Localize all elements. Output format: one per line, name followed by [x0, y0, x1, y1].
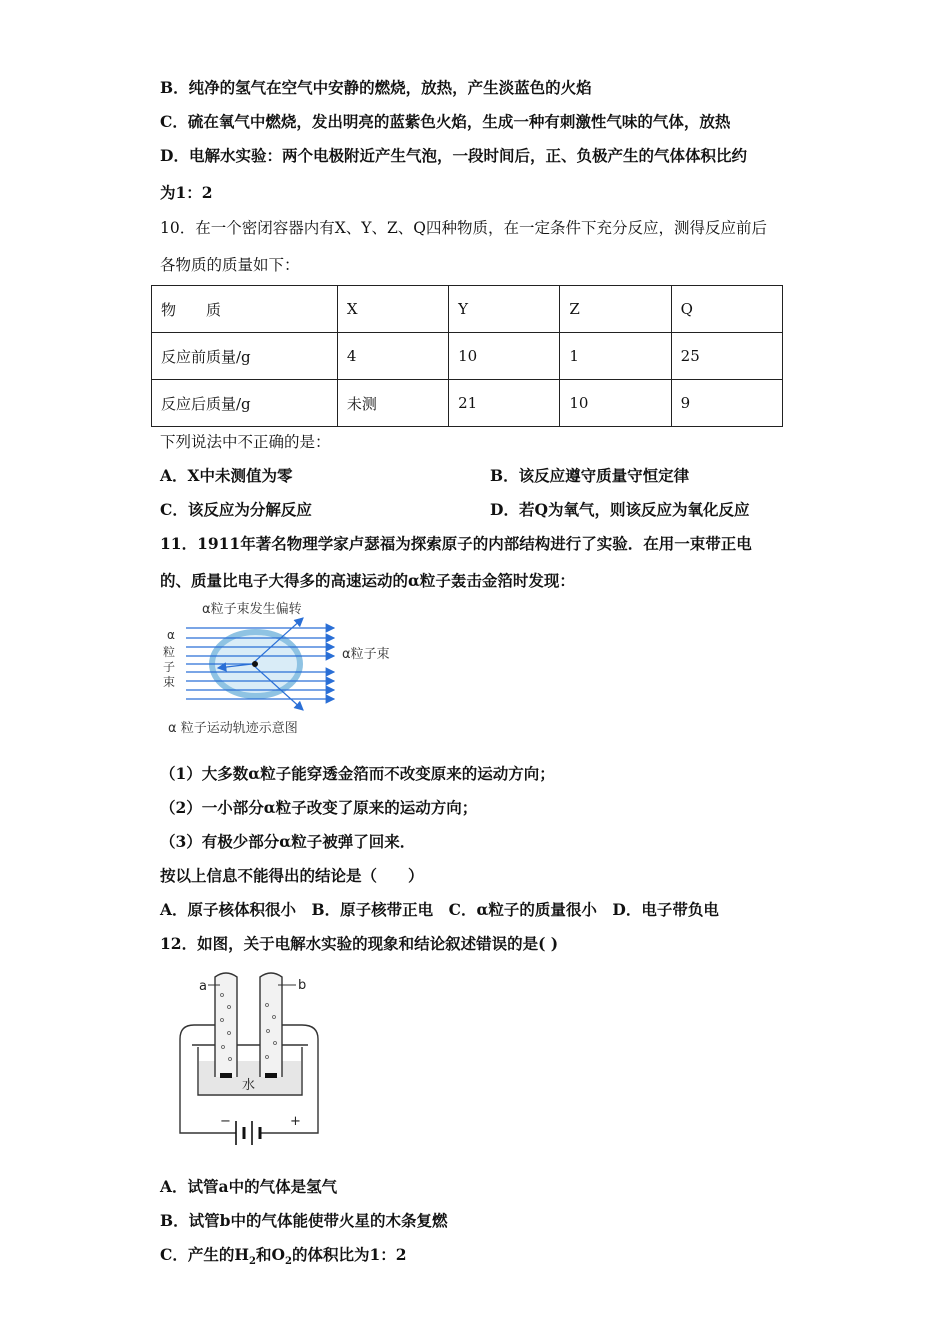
table-cell: Q	[671, 286, 782, 333]
table-cell: 反应后质量/g	[152, 380, 338, 427]
table-cell: 4	[337, 333, 448, 380]
q9-option-d-line2: 为1：2	[160, 183, 213, 202]
q11-question: 按以上信息不能得出的结论是（ ）	[160, 866, 424, 885]
q10-option-c: C．该反应为分解反应	[160, 500, 312, 519]
option-c-text-3: 的体积比为1：2	[291, 1245, 407, 1264]
q11-options: A．原子核体积很小 B．原子核带正电 C．α粒子的质量很小 D．电子带负电	[160, 900, 719, 919]
label-a: a	[199, 979, 207, 994]
q10-stem-line2: 各物质的质量如下：	[160, 256, 300, 274]
battery-icon	[236, 1121, 260, 1145]
top-label: α粒子束发生偏转	[202, 602, 302, 617]
nucleus	[252, 661, 258, 667]
table-cell: 未测	[337, 380, 448, 427]
option-c-text-1: C．产生的H	[160, 1245, 249, 1264]
table-row	[152, 380, 783, 427]
label-water: 水	[242, 1078, 256, 1093]
q11-stem-line1: 11．1911年著名物理学家卢瑟福为探索原子的内部结构进行了实验．在用一束带正电	[160, 534, 752, 553]
table-header-row	[152, 286, 783, 333]
table-cell: Z	[560, 286, 671, 333]
table-cell: 反应前质量/g	[152, 333, 338, 380]
option-c-sub-2: 2	[284, 1256, 292, 1268]
q9-option-b: B．纯净的氢气在空气中安静的燃烧，放热，产生淡蓝色的火焰	[160, 78, 592, 97]
svg-text:粒: 粒	[163, 645, 176, 659]
electrode-left	[220, 1073, 232, 1078]
svg-text:束: 束	[163, 675, 176, 689]
table-cell: 1	[560, 333, 671, 380]
q10-option-d: D．若Q为氧气，则该反应为氧化反应	[490, 500, 750, 519]
right-label: α粒子束	[342, 647, 390, 662]
q11-observation-2: （2）一小部分α粒子改变了原来的运动方向；	[160, 798, 478, 817]
label-plus: +	[290, 1114, 301, 1129]
q11-stem-line2: 的、质量比电子大得多的高速运动的α粒子轰击金箔时发现：	[160, 571, 575, 590]
option-c-text-2: 和O	[255, 1245, 285, 1264]
figure-caption: α 粒子运动轨迹示意图	[168, 721, 298, 736]
table-cell: 25	[671, 333, 782, 380]
mass-table	[151, 285, 783, 427]
q9-option-c: C．硫在氧气中燃烧，发出明亮的蓝紫色火焰，生成一种有刺激性气味的气体，放热	[160, 112, 731, 131]
left-label	[163, 628, 175, 689]
table-cell: 21	[449, 380, 560, 427]
svg-text:子: 子	[163, 660, 176, 674]
svg-text:α: α	[167, 628, 175, 642]
q10-option-a: A．X中未测值为零	[160, 466, 293, 485]
option-c-sub-1: 2	[248, 1256, 256, 1268]
q12-option-a: A．试管a中的气体是氢气	[160, 1177, 338, 1196]
q10-option-b: B．该反应遵守质量守恒定律	[490, 466, 690, 485]
q10-question: 下列说法中不正确的是：	[160, 433, 331, 451]
table-cell: 10	[560, 380, 671, 427]
table-cell: 10	[449, 333, 560, 380]
q12-option-b: B．试管b中的气体能使带火星的木条复燃	[160, 1211, 448, 1230]
label-minus: −	[220, 1114, 231, 1129]
table-cell: 9	[671, 380, 782, 427]
q11-observation-1: （1）大多数α粒子能穿透金箔而不改变原来的运动方向；	[160, 764, 555, 783]
electrode-right	[265, 1073, 277, 1078]
q11-observation-3: （3）有极少部分α粒子被弹了回来．	[160, 832, 416, 851]
q10-stem-line1: 10．在一个密闭容器内有X、Y、Z、Q四种物质，在一定条件下充分反应，测得反应前后	[160, 219, 767, 237]
table-cell: 物 质	[152, 286, 338, 333]
label-b: b	[298, 978, 307, 993]
q12-option-c	[160, 1245, 407, 1272]
electrolysis-figure	[176, 965, 326, 1155]
table-cell: X	[337, 286, 448, 333]
table-cell: Y	[449, 286, 560, 333]
q9-option-d-line1: D．电解水实验：两个电极附近产生气泡，一段时间后，正、负极产生的气体体积比约	[160, 146, 747, 165]
q12-stem: 12．如图，关于电解水实验的现象和结论叙述错误的是( )	[160, 934, 559, 953]
alpha-scattering-figure	[158, 598, 420, 740]
table-row	[152, 333, 783, 380]
